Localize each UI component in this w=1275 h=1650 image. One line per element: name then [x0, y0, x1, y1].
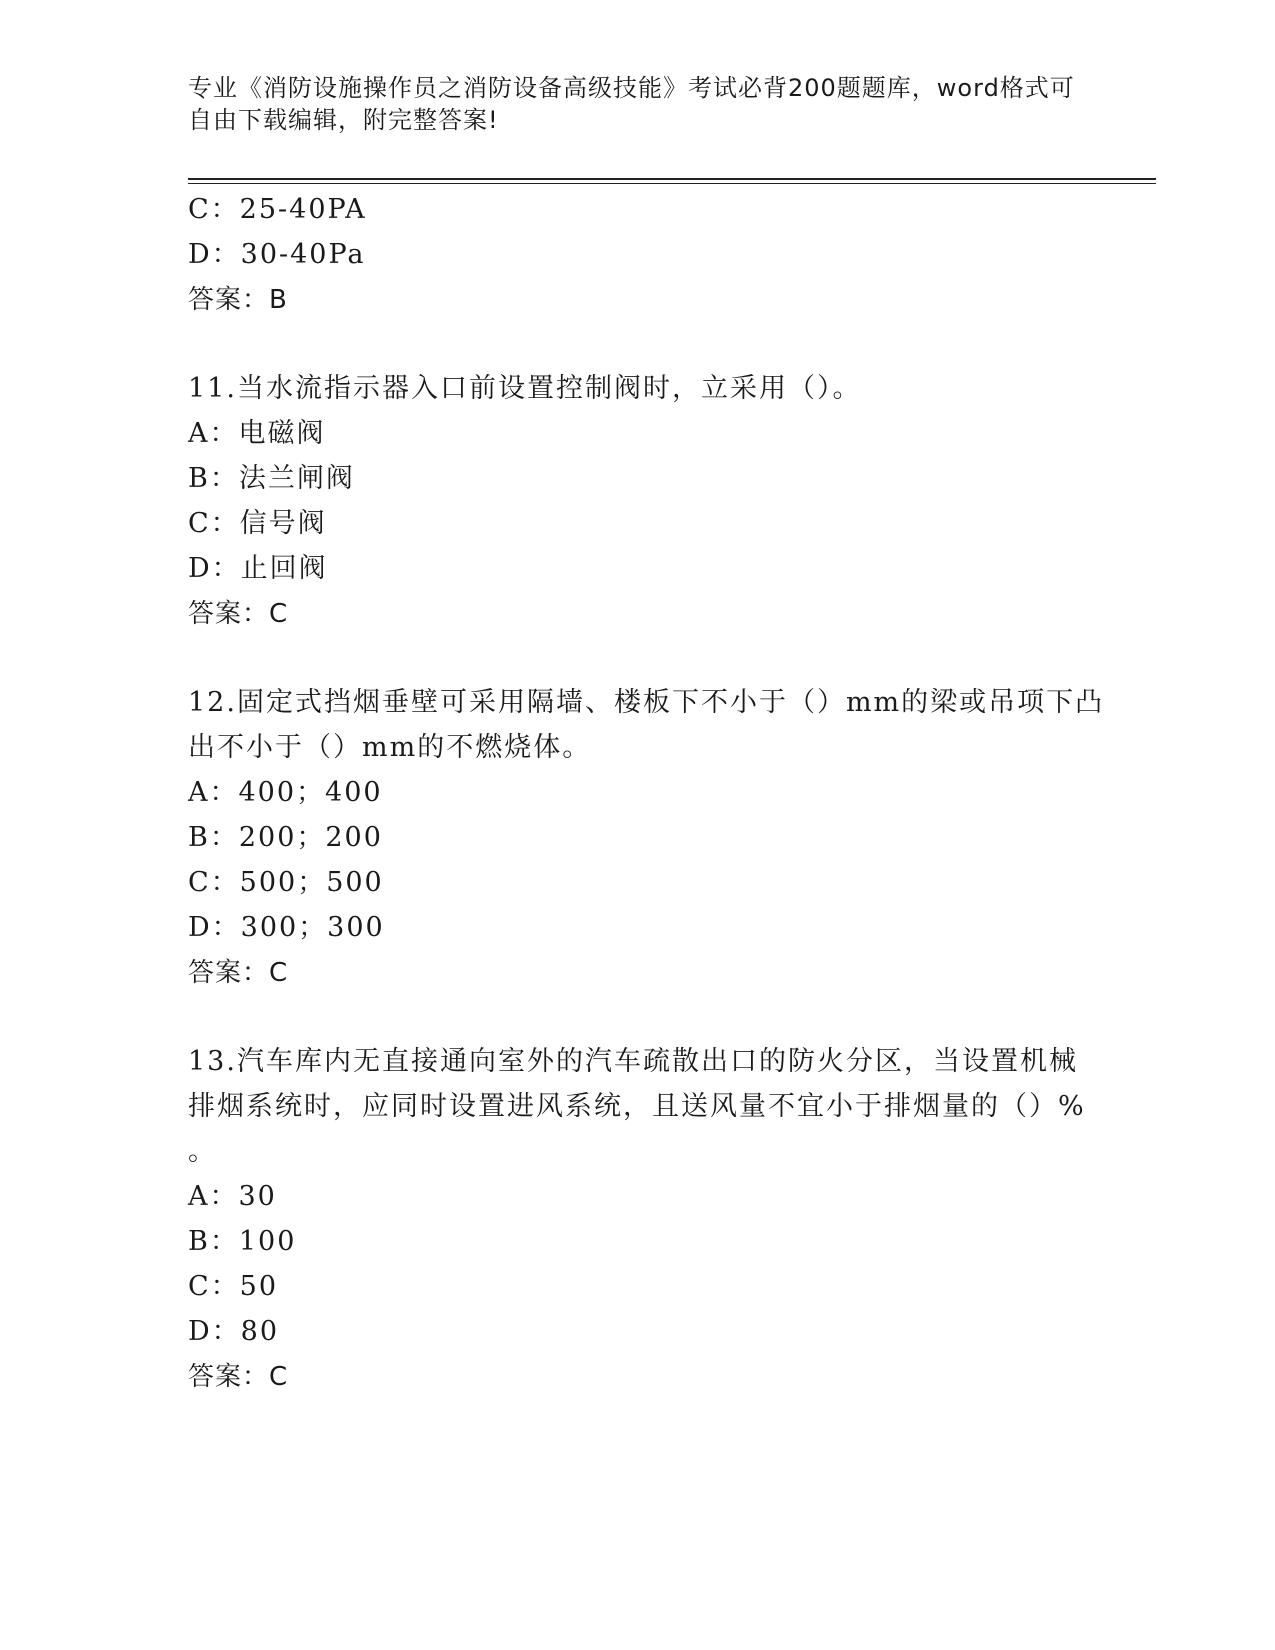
header-line-1: 专业《消防设施操作员之消防设备高级技能》考试必背200题题库，word格式可 [188, 74, 1075, 102]
q13-option-b: B：100 [188, 1226, 297, 1257]
q13-option-c: C：50 [188, 1271, 279, 1302]
q13-option-d: D：80 [188, 1316, 280, 1347]
q10-option-c: C：25-40PA [188, 194, 367, 225]
q13-stem-line-3: 。 [188, 1136, 217, 1167]
header-line-2: 自由下载编辑，附完整答案! [188, 106, 499, 134]
q11-answer: 答案：C [188, 599, 289, 629]
header-divider-thick [188, 178, 1156, 180]
q11-option-b: B：法兰闸阀 [188, 463, 355, 494]
q12-option-c: C：500；500 [188, 867, 384, 898]
q12-option-a: A：400；400 [188, 777, 383, 808]
q11-stem: 11.当水流指示器入口前设置控制阀时，立采用（）。 [188, 373, 862, 404]
q13-stem-line-1: 13.汽车库内无直接通向室外的汽车疏散出口的防火分区，当设置机械 [188, 1046, 1078, 1077]
q12-option-d: D：300；300 [188, 912, 385, 943]
q12-answer: 答案：C [188, 958, 289, 988]
q11-option-a: A：电磁阀 [188, 418, 326, 449]
q13-answer: 答案：C [188, 1362, 289, 1392]
q12-stem-line-1: 12.固定式挡烟垂壁可采用隔墙、楼板下不小于（）mm的梁或吊项下凸 [188, 687, 1105, 718]
q12-stem-line-2: 出不小于（）mm的不燃烧体。 [188, 732, 592, 763]
q13-stem-line-2: 排烟系统时，应同时设置进风系统，且送风量不宜小于排烟量的（）% [188, 1091, 1086, 1122]
q10-answer: 答案：B [188, 285, 288, 315]
q13-option-a: A：30 [188, 1181, 277, 1212]
header-divider-thin [188, 183, 1156, 184]
q11-option-d: D：止回阀 [188, 553, 328, 584]
document-header [188, 72, 1088, 136]
q10-option-d: D：30-40Pa [188, 239, 366, 270]
q11-option-c: C：信号阀 [188, 508, 327, 539]
q12-option-b: B：200；200 [188, 822, 383, 853]
